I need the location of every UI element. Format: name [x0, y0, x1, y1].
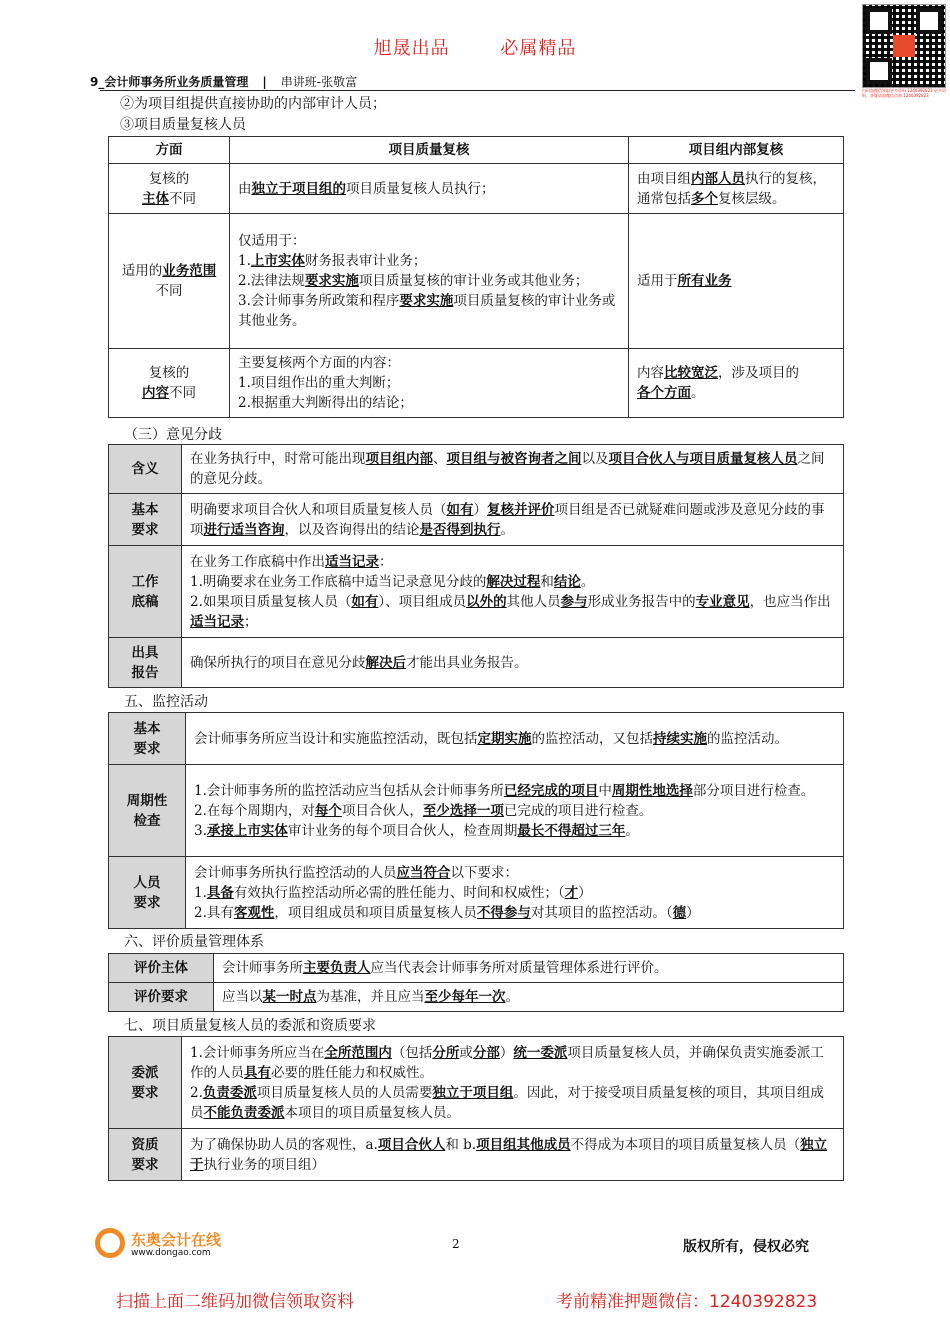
- table-row: [109, 1037, 844, 1129]
- table-row: [109, 954, 844, 983]
- cell: 1.会计师事务所应当在全所范围内（包括分所或分部）统一委派项目质量复核人员，并确保负责实施委派工作的人员具有必要的胜任能力和权威性。 2.负责委派项目质量复核人员的人员需要独立于项目组。因此，对于接受项目质量复核的项目，其项目组成员不能负责委派本项目的项目质量复核人员。: [182, 1037, 844, 1129]
- logo-name: 东奥会计在线: [131, 1231, 222, 1249]
- qr-corner: [866, 58, 892, 84]
- qr-note: 扫码加微信领取更多资料 1240392823 更多资料，答疑请加微信咨询 1240392823: [862, 88, 946, 98]
- row-label: 委派 要求: [109, 1037, 182, 1129]
- col-header: 项目质量复核: [230, 137, 629, 164]
- row-label: 复核的 内容不同: [109, 349, 230, 418]
- table-row: [109, 164, 844, 214]
- disagreement-table: [108, 444, 844, 688]
- table-row: [109, 214, 844, 349]
- table-row: [109, 445, 844, 494]
- top-banner: [0, 34, 950, 60]
- cell: 仅适用于： 1.上市实体财务报表审计业务； 2.法律法规要求实施项目质量复核的审计业务或其他业务； 3.会计师事务所政策和程序要求实施项目质量复核的审计业务或其他业务。: [230, 214, 629, 349]
- row-label: 资质 要求: [109, 1129, 182, 1181]
- logo-ring-icon: [95, 1228, 125, 1258]
- row-label: 基本 要求: [109, 494, 182, 546]
- assignment-table: [108, 1036, 844, 1181]
- cell: 会计师事务所执行监控活动的人员应当符合以下要求： 1.具备有效执行监控活动所必需的胜任能力、时间和权威性；（才） 2.具有客观性，项目组成员和项目质量复核人员不得参与对其项目的监控活动。（德）: [186, 857, 844, 929]
- cell: 由独立于项目组的项目质量复核人员执行；: [230, 164, 629, 214]
- intro-line-2: ②为项目组提供直接协助的内部审计人员；: [120, 96, 386, 112]
- table-row: [109, 546, 844, 638]
- cell: 应当以某一时点为基准，并且应当至少每年一次。: [214, 983, 844, 1012]
- section-heading: 七、项目质量复核人员的委派和资质要求: [124, 1018, 376, 1034]
- table-row: [109, 1129, 844, 1181]
- evaluation-table: [108, 953, 844, 1012]
- review-comparison-table: [108, 136, 844, 418]
- header-divider: [100, 90, 855, 91]
- qr-code[interactable]: [862, 4, 946, 88]
- col-header: 项目组内部复核: [629, 137, 844, 164]
- qr-corner: [916, 8, 942, 34]
- cell: 会计师事务所主要负责人应当代表会计师事务所对质量管理体系进行评价。: [214, 954, 844, 983]
- cell: 适用于所有业务: [629, 214, 844, 349]
- copyright: 版权所有，侵权必究: [683, 1239, 809, 1255]
- intro-line-3: ③项目质量复核人员: [120, 117, 246, 133]
- col-header: 方面: [109, 137, 230, 164]
- cell: 明确要求项目合伙人和项目质量复核人员（如有）复核并评价项目组是否已就疑难问题或涉及意见分歧的事项进行适当咨询，以及咨询得出的结论是否得到执行。: [182, 494, 844, 546]
- cell: 确保所执行的项目在意见分歧解决后才能出具业务报告。: [182, 638, 844, 688]
- row-label: 人员 要求: [109, 857, 186, 929]
- qr-corner: [866, 8, 892, 34]
- qr-logo-icon: [893, 35, 915, 57]
- cell: 会计师事务所应当设计和实施监控活动，既包括定期实施的监控活动，又包括持续实施的监控活动。: [186, 713, 844, 765]
- header-sep: |: [262, 75, 267, 89]
- cell: 主要复核两个方面的内容： 1.项目组作出的重大判断； 2.根据重大判断得出的结论；: [230, 349, 629, 418]
- logo-url: www.dongao.com: [131, 1248, 211, 1258]
- table-row: [109, 857, 844, 929]
- row-label: 出具 报告: [109, 638, 182, 688]
- monitoring-table: [108, 712, 844, 929]
- row-label: 工作 底稿: [109, 546, 182, 638]
- section-heading: 六、评价质量管理体系: [124, 934, 264, 950]
- row-label: 周期性 检查: [109, 765, 186, 857]
- row-label: 复核的 主体不同: [109, 164, 230, 214]
- table-row: [109, 349, 844, 418]
- cell: 内容比较宽泛，涉及项目的 各个方面。: [629, 349, 844, 418]
- banner-right: 必属精品: [500, 38, 577, 59]
- cell: 由项目组内部人员执行的复核，通常包括多个复核层级。: [629, 164, 844, 214]
- chapter-title: 9_会计师事务所业务质量管理: [90, 75, 249, 89]
- banner-left: 旭晟出品: [373, 38, 450, 59]
- page-header: [90, 73, 357, 90]
- lecture-name: 串讲班-张敬富: [280, 75, 358, 89]
- cell: 在业务工作底稿中作出适当记录： 1.明确要求在业务工作底稿中适当记录意见分歧的解决过程和结论。 2.如果项目质量复核人员（如有）、项目组成员以外的其他人员参与形成业务报告中的专业意见，也应当作出适当记录；: [182, 546, 844, 638]
- section-heading: 五、监控活动: [124, 694, 208, 710]
- table-row: [109, 494, 844, 546]
- row-label: 基本 要求: [109, 713, 186, 765]
- table-row: [109, 713, 844, 765]
- table-row: [109, 765, 844, 857]
- page-number: 2: [452, 1237, 460, 1251]
- bottom-right-note: 考前精准押题微信：1240392823: [556, 1292, 818, 1312]
- row-label: 评价主体: [109, 954, 214, 983]
- section-heading: （三）意见分歧: [124, 427, 222, 443]
- cell: 1.会计师事务所的监控活动应当包括从会计师事务所已经完成的项目中周期性地选择部分项目进行检查。 2.在每个周期内，对每个项目合伙人，至少选择一项已完成的项目进行检查。 3.承接上市实体审计业务的每个项目合伙人，检查周期最长不得超过三年。: [186, 765, 844, 857]
- cell: 为了确保协助人员的客观性，a.项目合伙人和 b.项目组其他成员不得成为本项目的项目质量复核人员（独立于执行业务的项目组）: [182, 1129, 844, 1181]
- cell: 在业务执行中，时常可能出现项目组内部、项目组与被咨询者之间以及项目合伙人与项目质量复核人员之间的意见分歧。: [182, 445, 844, 494]
- row-label: 适用的业务范围不同: [109, 214, 230, 349]
- row-label: 评价要求: [109, 983, 214, 1012]
- row-label: 含义: [109, 445, 182, 494]
- table-row: [109, 983, 844, 1012]
- table-row: [109, 638, 844, 688]
- bottom-left-note: 扫描上面二维码加微信领取资料: [116, 1292, 354, 1312]
